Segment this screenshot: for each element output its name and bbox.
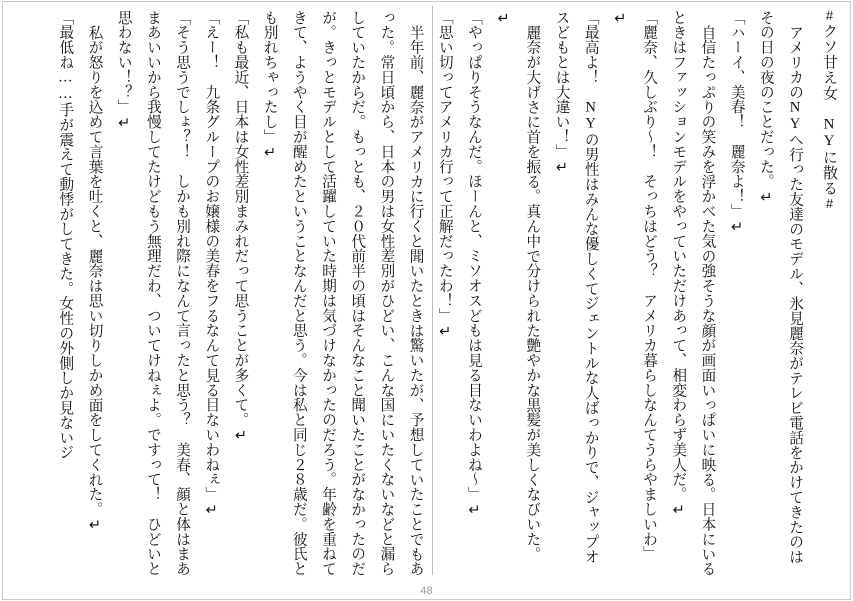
paragraph: 「そう思うでしょ？！ しかも別れ際になんて言ったと思う？ 美春、顔と体はまあまあいいから我慢してたけどもう無理だわ、ついてけねぇよ。ですって！ ひどいと思わない！？」↵ bbox=[115, 10, 191, 577]
header-hash-right: # bbox=[822, 196, 837, 212]
paragraph: 「最低ね……手が震えて動悸がしてきた。女性の外側しか見ないジ bbox=[57, 10, 74, 460]
header-hash-left: # bbox=[822, 8, 837, 24]
paragraph: 半年前、麗奈がアメリカに行くと聞いたときは驚いたが、予想していたことでもあった。常日頃から、日本の男は女性差別がひどい、こんな国にいたくないなどと漏らしていたからだ。もっとも、２０代前半の頃はそんなこと聞いたことがなかったのだが。きっとモデルとして活躍していた時期は気づけなかったのだろう。年齢を重ねてきて、ようやく目が醒めたということなんだと思う。今は私と同じ２８歳だ。彼氏とも別れちゃったし」↵ bbox=[261, 10, 424, 577]
paragraph: 「えー！ 九条グループのお嬢様の美春をフるなんて見る目ないわねぇ」↵ bbox=[203, 10, 220, 519]
paragraph: 自信たっぷりの笑みを浮かべた気の強そうな顔が画面いっぱいに映る。日本にいるときはファッションモデルをやっていただけあって、相変わらず美人だ。↵ bbox=[670, 10, 716, 576]
paragraph: 私が怒りを込めて言葉を吐くと、麗奈は思い切りしかめ面をしてくれた。↵ bbox=[86, 24, 103, 534]
paragraph: 「ハーイ、美春！ 麗奈よ！」↵ bbox=[728, 10, 745, 236]
paragraph: 麗奈が大げさに首を振る。真ん中で分けられた艶やかな黒髪が美しくなびいた。↵ bbox=[495, 10, 541, 561]
page-number: 48 bbox=[420, 585, 433, 597]
document-header bbox=[815, 8, 844, 258]
paragraph: 「やっぱりそうなんだ。ほーんと、ミソオスどもは見る目ないわよね～」↵ bbox=[465, 10, 482, 519]
paragraph: 「最高よ！ NYの男性はみんな優しくてジェントルな人ばっかりで、ジャップオスどもとは大違い！」↵ bbox=[553, 10, 599, 565]
paragraph: アメリカのNYへ行った友達のモデル、氷見麗奈がテレビ電話をかけてきたのはその日の夜のことだった。↵ bbox=[757, 10, 803, 564]
paragraph: 「私も最近、日本は女性差別まみれだって思うことが多くて。↵ bbox=[232, 10, 249, 445]
paragraph: 「麗奈、久しぶり～！ そっちはどう？ アメリカ暮らしなんてうらやましいわ」↵ bbox=[611, 10, 658, 562]
header-title: クソ甘え女 NYに散る bbox=[821, 23, 837, 196]
paragraph: 「思い切ってアメリカ行って正解だったわ！」↵ bbox=[436, 10, 453, 341]
document-body bbox=[8, 10, 809, 577]
